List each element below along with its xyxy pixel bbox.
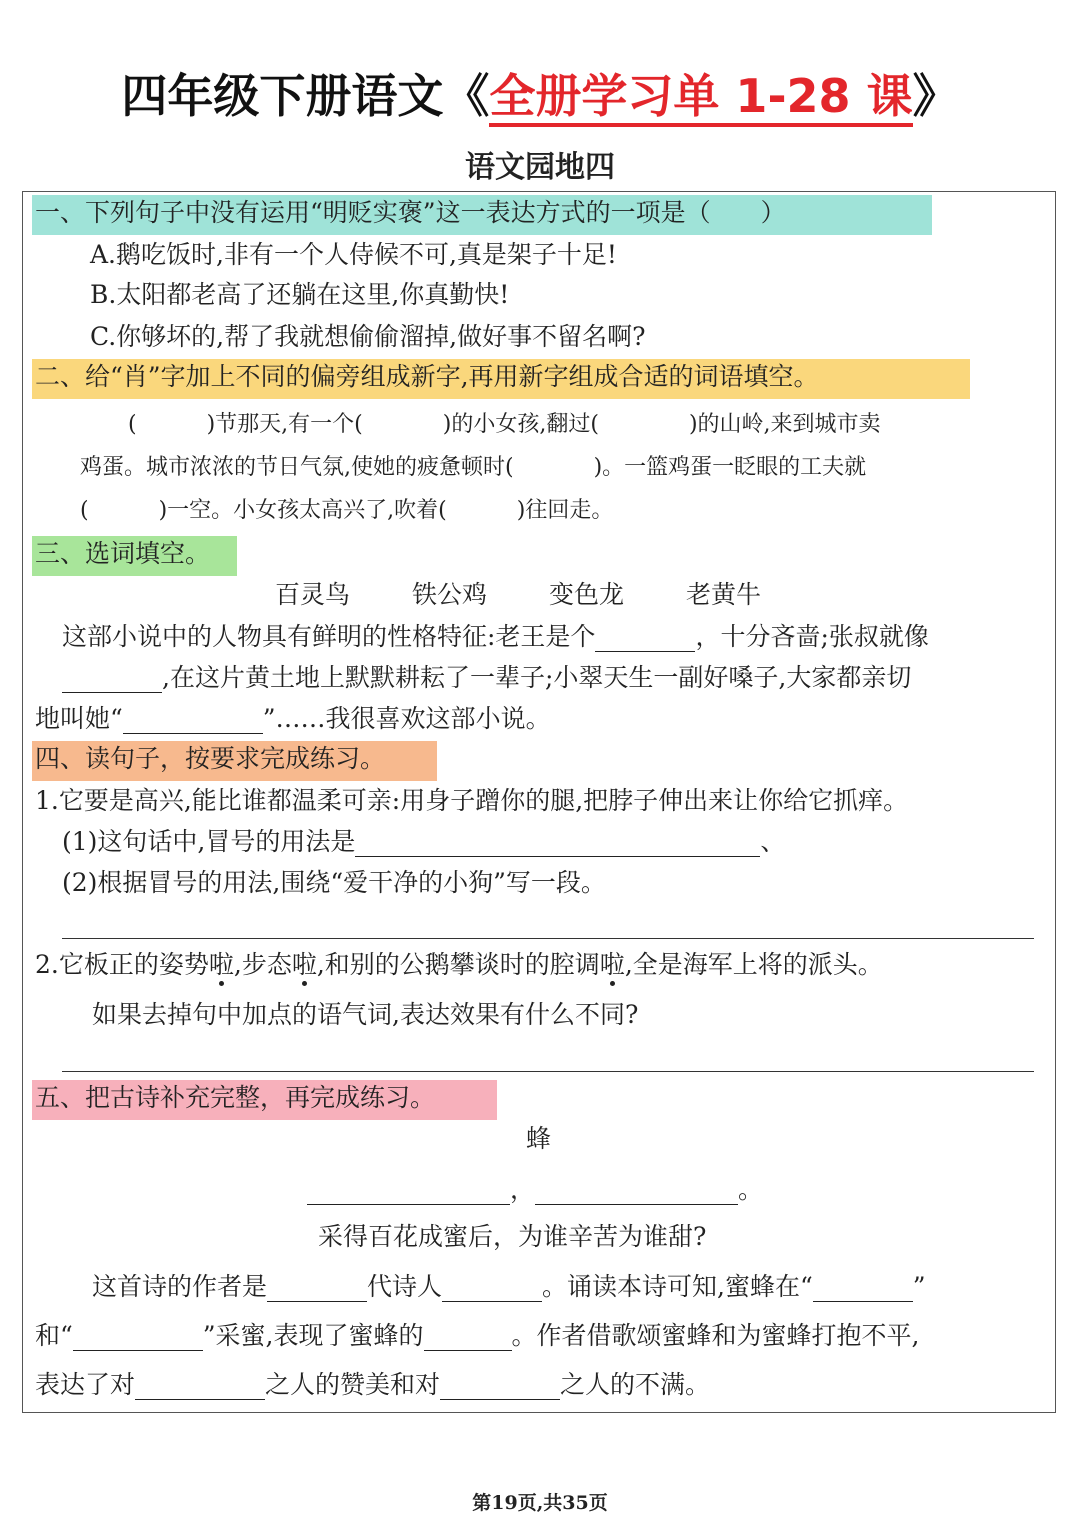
question-2-prompt: 如果去掉句中加点的语气词,表达效果有什么不同? [92,1000,639,1029]
blank[interactable] [62,666,162,693]
unit-subtitle: 语文园地四 [465,150,615,185]
section5-line1: 这首诗的作者是 代诗人 。诵读本诗可知,蜜蜂在“ ” [92,1272,926,1301]
option-b: B.太阳都老高了还躺在这里,你真勤快! [90,280,510,309]
section5-heading: 五、把古诗补充完整，再完成练习。 [35,1083,436,1112]
section1-heading: 一、下列句子中没有运用“明贬实褒”这一表达方式的一项是（ ） [35,198,786,227]
answer-line[interactable] [62,1071,1034,1072]
section2-line3: ( )一空。小女孩太高兴了,吹着( )往回走。 [80,498,614,523]
section3-line2: ,在这片黄土地上默默耕耘了一辈子;小翠天生一副好嗓子,大家都亲切 [62,663,911,693]
question-1: 1.它要是高兴,能比谁都温柔可亲:用身子蹭你的腿,把脖子伸出来让你给它抓痒。 [35,786,909,815]
blank[interactable] [424,1324,512,1351]
word-bank [275,580,823,610]
poem-line-1: ， 。 [307,1175,763,1205]
section2-line2: 鸡蛋。城市浓浓的节日气氛,使她的疲惫顿时( )。一篮鸡蛋一眨眼的工夫就 [80,455,867,480]
title-highlight: 全册学习单 1-28 课 [489,69,912,127]
poem-line-2: 采得百花成蜜后，为谁辛苦为谁甜? [318,1222,707,1251]
page-number: 第19页,共35页 [472,1492,608,1514]
option-c: C.你够坏的,帮了我就想偷偷溜掉,做好事不留名啊? [90,322,646,351]
section5-line2: 和“ ”采蜜,表现了蜜蜂的 。作者借歌颂蜜蜂和为蜜蜂打抱不平, [35,1321,920,1350]
blank[interactable] [595,625,695,652]
word-4: 老黄牛 [686,580,762,609]
section2-line1: ( )节那天,有一个( )的小女孩,翻过( )的山岭,来到城市卖 [128,412,881,437]
poem-title: 蜂 [526,1124,552,1153]
word-1: 百灵鸟 [275,580,351,609]
blank[interactable] [813,1275,913,1302]
word-3: 变色龙 [549,580,625,609]
option-a: A.鹅吃饭时,非有一个人侍候不可,真是架子十足! [90,240,617,269]
question-1-part1: (1)这句话中,冒号的用法是 、 [62,827,786,856]
page-title: 四年级下册语文《全册学习单 1-28 课》 [0,60,1080,126]
section4-heading: 四、读句子，按要求完成练习。 [35,744,386,773]
blank[interactable] [307,1178,510,1205]
section5-line3: 表达了对 之人的赞美和对 之人的不满。 [35,1370,711,1399]
section2-heading: 二、给“肖”字加上不同的偏旁组成新字,再用新字组成合适的词语填空。 [35,362,819,391]
blank[interactable] [267,1275,367,1302]
section3-line1: 这部小说中的人物具有鲜明的性格特征:老王是个 ，十分吝啬;张叔就像 [62,622,929,651]
word-2: 铁公鸡 [412,580,488,609]
dotted-particle: 啦 [291,950,317,979]
section3-line3: 地叫她“ ”……我很喜欢这部小说。 [35,704,551,733]
answer-line[interactable] [62,938,1034,939]
blank[interactable] [73,1324,203,1351]
dotted-particle: 啦 [599,950,625,979]
blank[interactable] [440,1373,560,1400]
dotted-particle: 啦 [208,950,234,979]
blank[interactable] [135,1373,265,1400]
question-2: 2.它板正的姿势啦,步态啦,和别的公鹅攀谈时的腔调啦,全是海军上将的派头。 [35,950,883,979]
blank[interactable] [355,830,760,857]
blank[interactable] [442,1275,542,1302]
blank[interactable] [535,1178,738,1205]
blank[interactable] [123,707,263,734]
question-1-part2: (2)根据冒号的用法,围绕“爱干净的小狗”写一段。 [62,868,606,897]
section3-heading: 三、选词填空。 [35,539,211,568]
